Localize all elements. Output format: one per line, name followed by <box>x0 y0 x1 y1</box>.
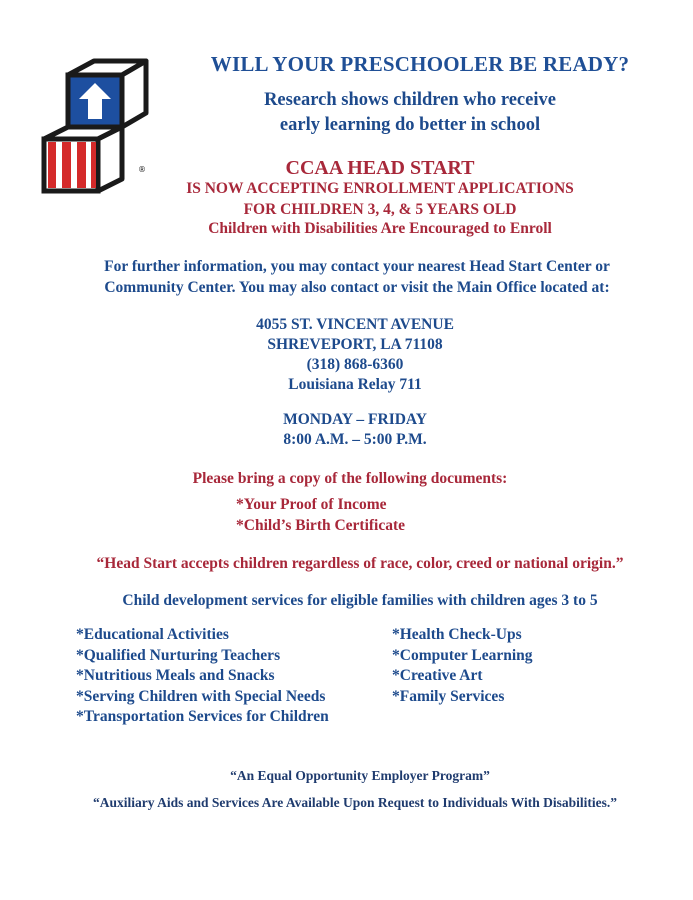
enrollment-line-1: IS NOW ACCEPTING ENROLLMENT APPLICATIONS <box>186 180 574 197</box>
enrollment-line-2: FOR CHILDREN 3, 4, & 5 YEARS OLD <box>243 201 517 218</box>
program-name: HEAD START <box>347 157 475 179</box>
program-title <box>140 157 620 180</box>
enrollment-line-3: Children with Disabilities Are Encouraged to Enroll <box>208 220 552 237</box>
subheadline <box>170 88 650 138</box>
office-days: MONDAY – FRIDAY <box>283 411 427 428</box>
contact-intro-line-1: For further information, you may contact your nearest Head Start Center or <box>104 258 610 275</box>
phone-number: (318) 868-6360 <box>306 356 404 373</box>
contact-intro-line-2: Community Center. You may also contact or visit the Main Office located at: <box>104 279 610 296</box>
city-state-zip: SHREVEPORT, LA 71108 <box>267 336 443 353</box>
documents-title: Please bring a copy of the following documents: <box>192 470 508 487</box>
service-item: *Serving Children with Special Needs <box>76 687 326 705</box>
service-item: *Transportation Services for Children <box>76 708 329 725</box>
street-address: 4055 ST. VINCENT AVENUE <box>256 316 454 333</box>
auxiliary-aids-statement: “Auxiliary Aids and Services Are Available Upon Request to Individuals With Disabilities.” <box>92 795 618 810</box>
contact-intro <box>57 256 657 298</box>
nondiscrimination-statement: “Head Start accepts children regardless of race, color, creed or national origin.” <box>96 555 624 572</box>
relay-number: Louisiana Relay 711 <box>288 376 422 393</box>
service-item: *Educational Activities <box>76 626 229 643</box>
subheadline-line-1: Research shows children who receive <box>264 90 556 110</box>
service-item: *Health Check-Ups <box>392 626 522 643</box>
equal-opportunity-statement: “An Equal Opportunity Employer Program” <box>230 768 490 783</box>
office-times: 8:00 A.M. – 5:00 P.M. <box>283 431 427 448</box>
office-hours <box>200 410 510 450</box>
headline: WILL YOUR PRESCHOOLER BE READY? <box>210 52 630 76</box>
service-item: *Computer Learning <box>392 646 533 664</box>
services-column-1 <box>76 625 329 728</box>
service-item: *Nutritious Meals and Snacks <box>76 667 275 684</box>
services-column-2 <box>392 625 533 707</box>
document-item: *Child’s Birth Certificate <box>236 517 406 534</box>
service-item: *Family Services <box>392 687 505 705</box>
address-block <box>200 315 510 395</box>
documents-list <box>236 494 405 536</box>
program-prefix: CCAA <box>285 157 343 179</box>
services-title: Child development services for eligible families with children ages 3 to 5 <box>122 592 598 609</box>
registered-mark: ® <box>138 165 146 174</box>
document-item: *Your Proof of Income <box>236 496 387 513</box>
subheadline-line-2: early learning do better in school <box>279 115 541 135</box>
service-item: *Qualified Nurturing Teachers <box>76 646 281 664</box>
service-item: *Creative Art <box>392 667 483 684</box>
